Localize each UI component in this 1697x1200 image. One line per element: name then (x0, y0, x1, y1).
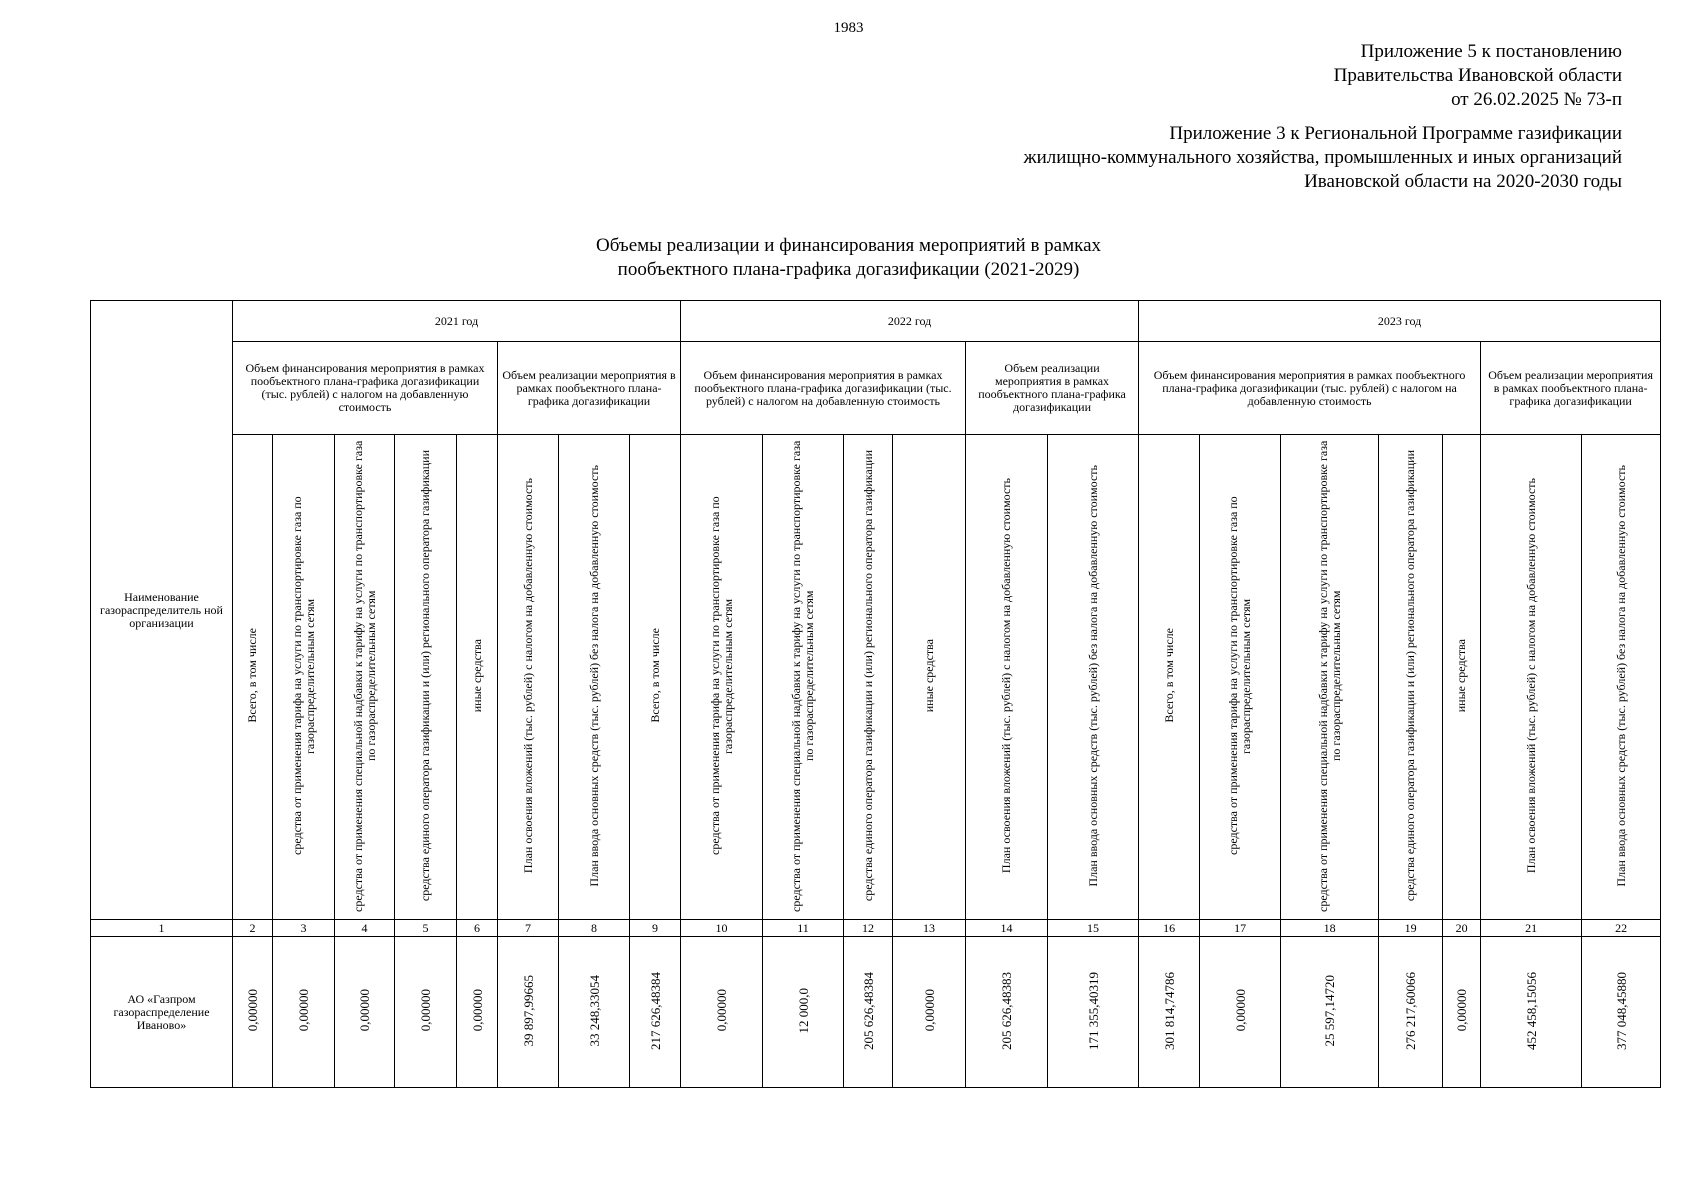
column-header (630, 435, 681, 920)
value-text: 217 626,48384 (647, 971, 663, 1050)
org-name-header: Наименование газораспределитель ной организации (91, 301, 233, 920)
value-cell (395, 937, 457, 1088)
column-number: 12 (844, 920, 893, 937)
column-header (1200, 435, 1281, 920)
value-text: 0,00000 (1232, 989, 1248, 1032)
column-header (1443, 435, 1481, 920)
value-text: 0,00000 (418, 989, 433, 1032)
column-header (844, 435, 893, 920)
column-header (457, 435, 498, 920)
value-text: 33 248,33054 (586, 974, 602, 1047)
column-header-label: иные средства (1454, 638, 1469, 713)
value-text: 171 355,40319 (1085, 971, 1101, 1050)
value-cell (559, 937, 630, 1088)
column-number: 22 (1582, 920, 1661, 937)
value-text: 0,00000 (357, 989, 372, 1032)
column-header-label: План освоения вложений (тыс. рублей) с налогом на добавленную стоимость (520, 477, 535, 874)
group-header-financing-2022: Объем финансирования мероприятия в рамках пообъектного плана-графика догазификации (тыс. рублей) с налогом на добавленную стоимость (681, 342, 966, 435)
column-header-label: План ввода основных средств (тыс. рублей) без налога на добавленную стоимость (1085, 464, 1100, 887)
column-number: 9 (630, 920, 681, 937)
column-header-label: средства от применения специальной надбавки к тарифу на услуги по транспортировке газа по газораспределительным сетям (789, 439, 817, 912)
value-text: 276 217,60066 (1403, 971, 1419, 1050)
column-header (335, 435, 395, 920)
column-header (966, 435, 1048, 920)
value-cell (630, 937, 681, 1088)
financing-table (90, 300, 1661, 1088)
column-header (1281, 435, 1379, 920)
column-number: 15 (1048, 920, 1139, 937)
value-cell (273, 937, 335, 1088)
column-header (681, 435, 763, 920)
column-header (1139, 435, 1200, 920)
value-cell (1048, 937, 1139, 1088)
column-header (233, 435, 273, 920)
column-header-label: Всего, в том числе (245, 628, 259, 723)
value-cell (1443, 937, 1481, 1088)
column-header-label: средства от применения тарифа на услуги по транспортировке газа по газораспределительным сетям (1226, 496, 1254, 855)
value-text: 301 814,74786 (1161, 971, 1177, 1050)
column-number: 5 (395, 920, 457, 937)
column-number: 6 (457, 920, 498, 937)
value-text: 377 048,45880 (1613, 971, 1629, 1050)
column-header (763, 435, 844, 920)
value-text: 0,00000 (245, 989, 260, 1032)
value-text: 25 597,14720 (1322, 974, 1338, 1047)
column-header-label: План освоения вложений (тыс. рублей) с налогом на добавленную стоимость (1523, 477, 1538, 874)
column-header (1379, 435, 1443, 920)
value-cell (763, 937, 844, 1088)
page-number: 1983 (833, 20, 864, 36)
value-text: 0,00000 (921, 989, 937, 1032)
column-number: 19 (1379, 920, 1443, 937)
column-header-label: Всего, в том числе (1161, 628, 1176, 723)
column-number: 1 (91, 920, 233, 937)
column-header (395, 435, 457, 920)
value-cell (893, 937, 966, 1088)
value-text: 39 897,99665 (520, 974, 536, 1047)
appendix-5-note (1334, 40, 1622, 112)
column-header (1481, 435, 1582, 920)
column-header-label: иные средства (921, 638, 936, 713)
column-header-label: средства от применения тарифа на услуги по транспортировке газа по газораспределительным сетям (289, 496, 317, 855)
column-number: 2 (233, 920, 273, 937)
group-header-financing-2021: Объем финансирования мероприятия в рамках пообъектного плана-графика догазификации (тыс. рублей) с налогом на добавленную стоимость (233, 342, 498, 435)
column-number: 4 (335, 920, 395, 937)
column-number: 10 (681, 920, 763, 937)
column-number: 17 (1200, 920, 1281, 937)
column-header (893, 435, 966, 920)
column-number: 3 (273, 920, 335, 937)
value-cell (498, 937, 559, 1088)
column-header-label: План ввода основных средств (тыс. рублей) без налога на добавленную стоимость (1613, 464, 1628, 887)
column-header (559, 435, 630, 920)
group-header-implementation-2023: Объем реализации мероприятия в рамках пообъектного плана-графика догазификации (1481, 342, 1661, 435)
value-text: 0,00000 (469, 989, 485, 1032)
group-header-implementation-2021: Объем реализации мероприятия в рамках пообъектного плана-графика догазификации (498, 342, 681, 435)
column-header (273, 435, 335, 920)
value-cell (844, 937, 893, 1088)
title-line: Объемы реализации и финансирования мероприятий в рамках (595, 235, 1102, 256)
column-header-label: План освоения вложений (тыс. рублей) с налогом на добавленную стоимость (999, 477, 1014, 874)
column-header-label: средства от применения специальной надбавки к тарифу на услуги по транспортировке газа по газораспределительным сетям (350, 439, 378, 912)
value-text: 205 626,48384 (860, 971, 876, 1050)
column-header-label: средства единого оператора газификации и (или) регионального оператора газификации (1403, 449, 1418, 902)
appendix-line: жилищно-коммунального хозяйства, промышленных и иных организаций (1023, 147, 1622, 168)
value-cell (1379, 937, 1443, 1088)
value-cell (1582, 937, 1661, 1088)
appendix-line: Правительства Ивановской области (1333, 65, 1622, 86)
column-header (1048, 435, 1139, 920)
column-header-label: иные средства (469, 638, 484, 713)
appendix-3-note (1023, 122, 1622, 194)
value-cell (457, 937, 498, 1088)
column-number: 11 (763, 920, 844, 937)
value-cell (1481, 937, 1582, 1088)
year-header-2021: 2021 год (233, 301, 681, 342)
column-number: 20 (1443, 920, 1481, 937)
column-header-label: План ввода основных средств (тыс. рублей) без налога на добавленную стоимость (586, 464, 601, 887)
column-number: 16 (1139, 920, 1200, 937)
column-number: 8 (559, 920, 630, 937)
appendix-line: Приложение 5 к постановлению (1360, 41, 1622, 62)
column-header-label: средства единого оператора газификации и (или) регионального оператора газификации (418, 449, 432, 902)
value-text: 452 458,15056 (1523, 971, 1539, 1050)
value-text: 0,00000 (1454, 989, 1470, 1032)
org-name-cell: АО «Газпром газораспределение Иваново» (91, 937, 233, 1088)
column-header-label: средства единого оператора газификации и (или) регионального оператора газификации (860, 449, 875, 902)
value-cell (1281, 937, 1379, 1088)
value-cell (1139, 937, 1200, 1088)
value-cell (1200, 937, 1281, 1088)
column-header-label: средства от применения специальной надбавки к тарифу на услуги по транспортировке газа по газораспределительным сетям (1315, 439, 1343, 912)
appendix-line: от 26.02.2025 № 73-п (1451, 89, 1622, 110)
appendix-line: Ивановской области на 2020-2030 годы (1304, 171, 1622, 192)
column-header-label: средства от применения тарифа на услуги по транспортировке газа по газораспределительным сетям (707, 496, 735, 855)
group-header-financing-2023: Объем финансирования мероприятия в рамках пообъектного плана-графика догазификации (тыс. рублей) с налогом на добавленную стоимость (1139, 342, 1481, 435)
value-cell (233, 937, 273, 1088)
appendix-line: Приложение 3 к Региональной Программе газификации (1169, 123, 1622, 144)
column-number: 14 (966, 920, 1048, 937)
column-number: 18 (1281, 920, 1379, 937)
value-text: 0,00000 (714, 989, 730, 1032)
value-text: 205 626,48383 (999, 971, 1015, 1050)
year-header-2022: 2022 год (681, 301, 1139, 342)
column-number: 13 (893, 920, 966, 937)
group-header-implementation-2022: Объем реализации мероприятия в рамках пообъектного плана-графика догазификации (966, 342, 1139, 435)
column-header (1582, 435, 1661, 920)
column-header (498, 435, 559, 920)
value-cell (681, 937, 763, 1088)
column-number: 21 (1481, 920, 1582, 937)
column-number: 7 (498, 920, 559, 937)
title-line: пообъектного плана-графика догазификации (2021-2029) (617, 259, 1080, 280)
column-header-label: Всего, в том числе (647, 628, 662, 723)
value-text: 12 000,0 (795, 987, 811, 1034)
year-header-2023: 2023 год (1139, 301, 1661, 342)
value-text: 0,00000 (296, 989, 311, 1032)
value-cell (966, 937, 1048, 1088)
value-cell (335, 937, 395, 1088)
document-title (0, 234, 1697, 282)
